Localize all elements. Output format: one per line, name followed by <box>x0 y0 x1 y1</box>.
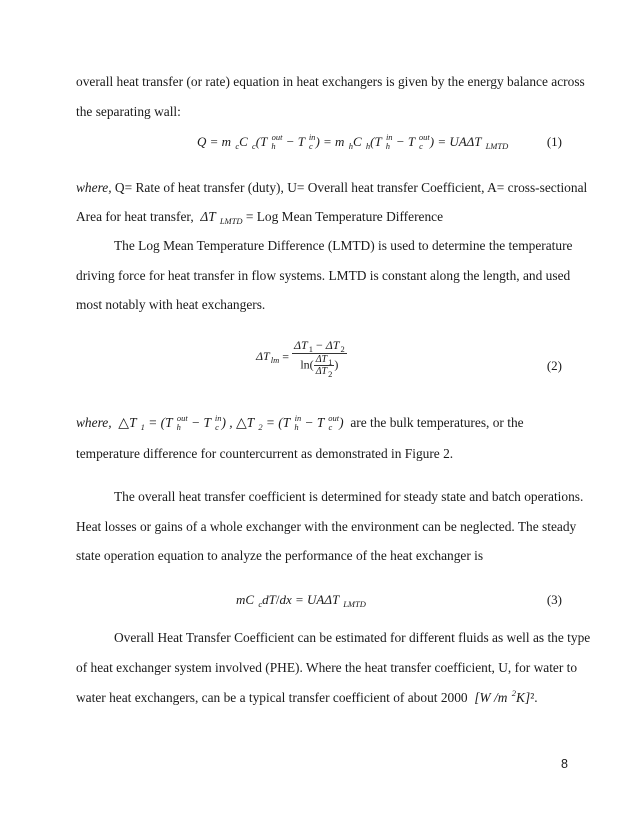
definition-text: Q= Rate of heat transfer (duty), U= Overall heat transfer Coefficient, A= cross-sectional <box>111 180 588 195</box>
body-text-line: state operation equation to analyze the performance of the heat exchanger is <box>76 548 484 563</box>
body-text-line: most notably with heat exchangers. <box>76 297 266 312</box>
equation-2: $\Delta T_{lm}$ = $\Delta T_1 - \Delta T_2$ ln( $\frac{\Delta T_1}{\Delta T_2}$ ) <box>256 338 345 379</box>
page-number: 8 <box>561 757 568 771</box>
definition-text: Area for heat transfer, <box>76 209 194 224</box>
equation-3-number: (3) <box>546 592 562 607</box>
body-text-line: Overall Heat Transfer Coefficient can be estimated for different fluids as well as the type <box>114 630 591 645</box>
definition-text: are the bulk temperatures, or the <box>350 415 524 430</box>
body-text-line: driving force for heat transfer in flow systems. LMTD is constant along the length, and used <box>76 268 571 283</box>
body-text-line: The overall heat transfer coefficient is determined for steady state and batch operations. <box>114 489 584 504</box>
definition-text: = Log Mean Temperature Difference <box>242 209 444 224</box>
where-label: where, <box>76 180 112 195</box>
body-text-line: The Log Mean Temperature Difference (LMTD) is used to determine the temperature <box>114 238 573 253</box>
equation-1: Q = m $_c$C $_c$(T $_h^{out}$ − T $_c^{in}$) = m $_h$C $_h$(T $_h^{in}$ − T $_c^{out}$) = UAΔT $_{LMTD}$ <box>197 132 509 151</box>
definition-line <box>76 180 587 196</box>
body-text: water heat exchangers, can be a typical transfer coefficient of about 2000 <box>76 690 468 705</box>
delta-t-definitions: △T $_1$ = (T $_h^{out}$ − T $_c^{in}$) , △T $_2$ = (T $_h^{in}$ − T $_c^{out}$) <box>118 413 347 432</box>
equation-1-number: (1) <box>546 134 562 149</box>
where-label: where, <box>76 415 112 430</box>
body-text-line: Heat losses or gains of a whole exchanger with the environment can be neglected. The steady <box>76 519 577 534</box>
equation-2-number: (2) <box>546 358 562 373</box>
body-text-line <box>76 690 538 706</box>
lmtd-symbol: ΔT $_{LMTD}$ <box>197 209 243 226</box>
definition-line <box>76 415 524 432</box>
body-text-line: temperature difference for countercurrent as demonstrated in Figure 2. <box>76 446 454 461</box>
body-text-line: the separating wall: <box>76 104 181 119</box>
body-text-line: overall heat transfer (or rate) equation in heat exchangers is given by the energy balance across <box>76 74 585 89</box>
definition-line <box>76 209 443 225</box>
equation-3: mC $_c$dT/dx = UAΔT $_{LMTD}$ <box>236 592 366 609</box>
body-text-line: of heat exchanger system involved (PHE). Where the heat transfer coefficient, U, for water to <box>76 660 578 675</box>
footnote-ref: ². <box>530 690 538 705</box>
unit-expression: [W /m $^2$K] <box>470 688 531 705</box>
